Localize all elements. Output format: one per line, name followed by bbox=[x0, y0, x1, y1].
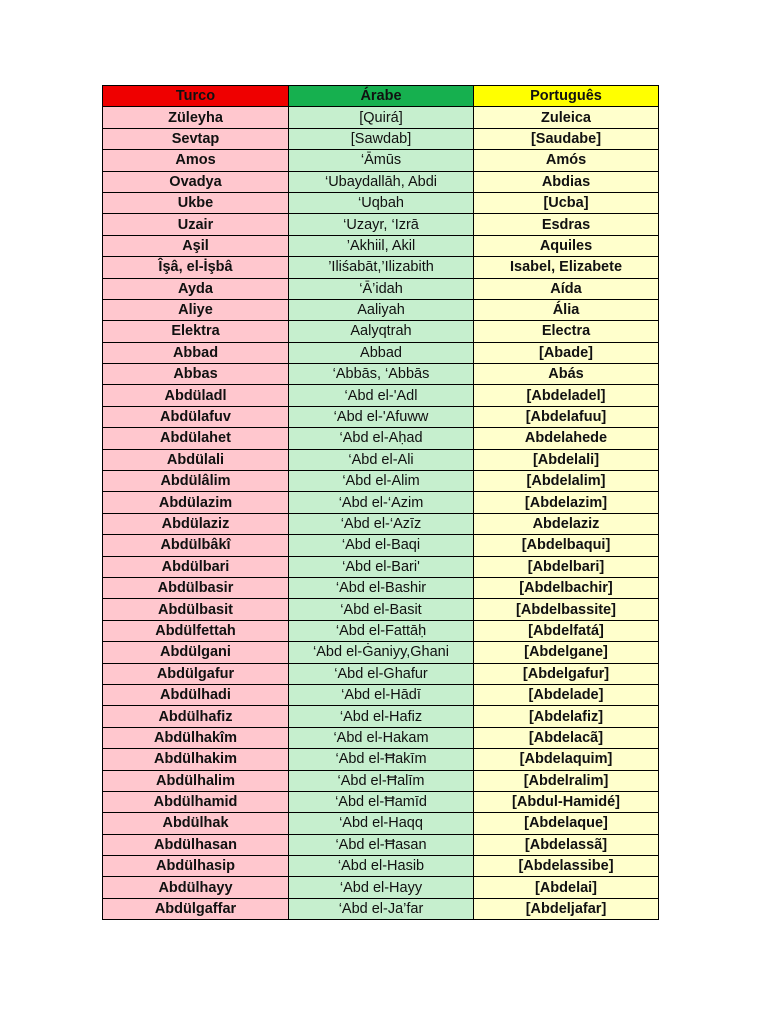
cell-portugues[interactable]: [Saudabe] bbox=[474, 128, 659, 149]
cell-portugues[interactable]: [Abdelalim] bbox=[474, 471, 659, 492]
table-row bbox=[103, 513, 659, 534]
cell-arabe[interactable]: ‘Abd el-Haqq bbox=[289, 813, 474, 834]
table-row bbox=[103, 171, 659, 192]
cell-portugues[interactable]: [Abdelassibe] bbox=[474, 856, 659, 877]
table-row bbox=[103, 278, 659, 299]
cell-portugues[interactable]: Abdelahede bbox=[474, 428, 659, 449]
cell-portugues[interactable]: [Abdelazim] bbox=[474, 492, 659, 513]
cell-portugues[interactable]: [Abdelgane] bbox=[474, 642, 659, 663]
table-row bbox=[103, 128, 659, 149]
cell-turco[interactable]: Îşâ, el-İşbâ bbox=[103, 257, 289, 278]
cell-portugues[interactable]: [Abdelai] bbox=[474, 877, 659, 898]
cell-turco[interactable]: Abbad bbox=[103, 342, 289, 363]
table-row bbox=[103, 492, 659, 513]
cell-turco[interactable]: Abdülbasir bbox=[103, 577, 289, 598]
table-row bbox=[103, 834, 659, 855]
cell-portugues[interactable]: Zuleica bbox=[474, 107, 659, 128]
cell-turco[interactable]: Abdülhadi bbox=[103, 684, 289, 705]
cell-turco[interactable]: Abdülbâkî bbox=[103, 535, 289, 556]
cell-portugues[interactable]: [Abdul-Hamidé] bbox=[474, 791, 659, 812]
cell-arabe[interactable]: ‘Abd el-Hasib bbox=[289, 856, 474, 877]
cell-arabe[interactable]: ‘Abd el-Baqi bbox=[289, 535, 474, 556]
cell-arabe[interactable]: ’Iliśabāt,’Ilizabith bbox=[289, 257, 474, 278]
table-row bbox=[103, 449, 659, 470]
cell-arabe[interactable]: ‘Abd el-Hayy bbox=[289, 877, 474, 898]
cell-arabe[interactable]: ‘Abd el-Ġaniyy,Ghani bbox=[289, 642, 474, 663]
table-row bbox=[103, 150, 659, 171]
cell-turco[interactable]: Abdülâlim bbox=[103, 471, 289, 492]
cell-arabe[interactable]: ‘Āmūs bbox=[289, 150, 474, 171]
table-row bbox=[103, 749, 659, 770]
table-row bbox=[103, 620, 659, 641]
cell-arabe[interactable]: ‘Abd el-Ghafur bbox=[289, 663, 474, 684]
cell-arabe[interactable]: ‘Abd el-Ħakīm bbox=[289, 749, 474, 770]
table-row bbox=[103, 813, 659, 834]
cell-portugues[interactable]: [Abdelade] bbox=[474, 684, 659, 705]
table-row bbox=[103, 235, 659, 256]
cell-portugues[interactable]: Abdias bbox=[474, 171, 659, 192]
cell-turco[interactable]: Abdülhasan bbox=[103, 834, 289, 855]
cell-portugues[interactable]: Aquiles bbox=[474, 235, 659, 256]
table-row bbox=[103, 321, 659, 342]
header-row bbox=[103, 86, 659, 107]
table-row bbox=[103, 684, 659, 705]
cell-arabe[interactable]: ‘Abbās, ‘Abbās bbox=[289, 364, 474, 385]
cell-portugues[interactable]: [Abdelbachir] bbox=[474, 577, 659, 598]
cell-arabe[interactable]: [Sawdab] bbox=[289, 128, 474, 149]
cell-turco[interactable]: Abdülhayy bbox=[103, 877, 289, 898]
cell-turco[interactable]: Abdülhamid bbox=[103, 791, 289, 812]
table-row bbox=[103, 727, 659, 748]
cell-portugues[interactable]: [Abdelafiz] bbox=[474, 706, 659, 727]
cell-turco[interactable]: Amos bbox=[103, 150, 289, 171]
cell-arabe[interactable]: ‘Abd el-Basit bbox=[289, 599, 474, 620]
cell-arabe[interactable]: ‘Uqbah bbox=[289, 192, 474, 213]
table-row bbox=[103, 770, 659, 791]
table-row bbox=[103, 856, 659, 877]
cell-portugues[interactable]: Abdelaziz bbox=[474, 513, 659, 534]
cell-arabe[interactable]: ‘Abd el-'Afuww bbox=[289, 406, 474, 427]
cell-turco[interactable]: Ovadya bbox=[103, 171, 289, 192]
cell-portugues[interactable]: [Abdelbari] bbox=[474, 556, 659, 577]
cell-turco[interactable]: Aliye bbox=[103, 299, 289, 320]
cell-arabe[interactable]: ‘Ā’idah bbox=[289, 278, 474, 299]
cell-portugues[interactable]: [Abade] bbox=[474, 342, 659, 363]
cell-portugues[interactable]: [Abdelbaqui] bbox=[474, 535, 659, 556]
cell-portugues[interactable]: [Abdeljafar] bbox=[474, 898, 659, 919]
table-row bbox=[103, 428, 659, 449]
cell-turco[interactable]: Abdülhafiz bbox=[103, 706, 289, 727]
cell-turco[interactable]: Abdülaziz bbox=[103, 513, 289, 534]
table-row bbox=[103, 535, 659, 556]
cell-portugues[interactable]: [Abdelassã] bbox=[474, 834, 659, 855]
cell-turco[interactable]: Ayda bbox=[103, 278, 289, 299]
names-table bbox=[102, 85, 659, 920]
cell-turco[interactable]: Abdülfettah bbox=[103, 620, 289, 641]
cell-turco[interactable]: Ukbe bbox=[103, 192, 289, 213]
table-row bbox=[103, 406, 659, 427]
cell-portugues[interactable]: [Abdelafuu] bbox=[474, 406, 659, 427]
header-portugues[interactable]: Português bbox=[474, 86, 659, 107]
cell-arabe[interactable]: ‘Abd el-Aḥad bbox=[289, 428, 474, 449]
cell-arabe[interactable]: ‘Abd el-‘Azim bbox=[289, 492, 474, 513]
cell-arabe[interactable]: ‘Abd el-Ħasan bbox=[289, 834, 474, 855]
cell-arabe[interactable]: ‘Abd el-Alim bbox=[289, 471, 474, 492]
cell-arabe[interactable]: ‘Abd el-Bari' bbox=[289, 556, 474, 577]
cell-turco[interactable]: Abdülgaffar bbox=[103, 898, 289, 919]
cell-turco[interactable]: Elektra bbox=[103, 321, 289, 342]
table-row bbox=[103, 385, 659, 406]
cell-arabe[interactable]: ’Akhiil, Akil bbox=[289, 235, 474, 256]
cell-turco[interactable]: Abbas bbox=[103, 364, 289, 385]
table-row bbox=[103, 599, 659, 620]
cell-arabe[interactable]: ‘Abd el-‘Azīz bbox=[289, 513, 474, 534]
table-row bbox=[103, 898, 659, 919]
table-body bbox=[103, 107, 659, 920]
table-row bbox=[103, 577, 659, 598]
table-row bbox=[103, 642, 659, 663]
cell-arabe[interactable]: ‘Abd el-Bashir bbox=[289, 577, 474, 598]
cell-portugues[interactable]: [Abdelaquim] bbox=[474, 749, 659, 770]
cell-arabe[interactable]: Aalyqtrah bbox=[289, 321, 474, 342]
table-row bbox=[103, 791, 659, 812]
cell-arabe[interactable]: ‘Abd el-Hafiz bbox=[289, 706, 474, 727]
cell-turco[interactable]: Abdülbasit bbox=[103, 599, 289, 620]
cell-turco[interactable]: Abdülali bbox=[103, 449, 289, 470]
table-row bbox=[103, 556, 659, 577]
cell-turco[interactable]: Abdülhasip bbox=[103, 856, 289, 877]
header-arabe[interactable]: Árabe bbox=[289, 86, 474, 107]
cell-turco[interactable]: Abdülgafur bbox=[103, 663, 289, 684]
table-row bbox=[103, 299, 659, 320]
cell-turco[interactable]: Abdülhalim bbox=[103, 770, 289, 791]
cell-arabe[interactable]: ‘Abd el-Fattāḥ bbox=[289, 620, 474, 641]
cell-turco[interactable]: Abdülahet bbox=[103, 428, 289, 449]
cell-turco[interactable]: Abdülhakîm bbox=[103, 727, 289, 748]
cell-turco[interactable]: Abdülbari bbox=[103, 556, 289, 577]
cell-portugues[interactable]: [Abdelfatá] bbox=[474, 620, 659, 641]
table-row bbox=[103, 471, 659, 492]
table-row bbox=[103, 107, 659, 128]
table-row bbox=[103, 342, 659, 363]
cell-portugues[interactable]: [Abdelaque] bbox=[474, 813, 659, 834]
cell-portugues[interactable]: Esdras bbox=[474, 214, 659, 235]
table-row bbox=[103, 877, 659, 898]
cell-turco[interactable]: Abdülazim bbox=[103, 492, 289, 513]
header-turco[interactable]: Turco bbox=[103, 86, 289, 107]
cell-turco[interactable]: Sevtap bbox=[103, 128, 289, 149]
cell-arabe[interactable]: [Quirá] bbox=[289, 107, 474, 128]
cell-turco[interactable]: Abdülhak bbox=[103, 813, 289, 834]
cell-arabe[interactable]: ‘Abd el-Ħamīd bbox=[289, 791, 474, 812]
cell-arabe[interactable]: Abbad bbox=[289, 342, 474, 363]
cell-portugues[interactable]: Ália bbox=[474, 299, 659, 320]
cell-arabe[interactable]: Aaliyah bbox=[289, 299, 474, 320]
cell-arabe[interactable]: ‘Abd el-Ali bbox=[289, 449, 474, 470]
cell-arabe[interactable]: ‘Abd el-'Adl bbox=[289, 385, 474, 406]
table-row bbox=[103, 364, 659, 385]
table-row bbox=[103, 214, 659, 235]
cell-portugues[interactable]: [Abdelacã] bbox=[474, 727, 659, 748]
cell-turco[interactable]: Abdülgani bbox=[103, 642, 289, 663]
cell-portugues[interactable]: [Abdelali] bbox=[474, 449, 659, 470]
cell-portugues[interactable]: [Ucba] bbox=[474, 192, 659, 213]
table-row bbox=[103, 706, 659, 727]
cell-turco[interactable]: Aşil bbox=[103, 235, 289, 256]
cell-portugues[interactable]: [Abdeladel] bbox=[474, 385, 659, 406]
cell-turco[interactable]: Abdülafuv bbox=[103, 406, 289, 427]
table-row bbox=[103, 257, 659, 278]
cell-turco[interactable]: Abdülhakim bbox=[103, 749, 289, 770]
cell-turco[interactable]: Uzair bbox=[103, 214, 289, 235]
cell-portugues[interactable]: Abás bbox=[474, 364, 659, 385]
cell-portugues[interactable]: Isabel, Elizabete bbox=[474, 257, 659, 278]
cell-turco[interactable]: Züleyha bbox=[103, 107, 289, 128]
cell-arabe[interactable]: ‘Ubaydallāh, Abdi bbox=[289, 171, 474, 192]
cell-portugues[interactable]: [Abdelbassite] bbox=[474, 599, 659, 620]
cell-arabe[interactable]: ‘Abd el-Ja’far bbox=[289, 898, 474, 919]
cell-turco[interactable]: Abdüladl bbox=[103, 385, 289, 406]
cell-arabe[interactable]: ‘Abd el-Ħalīm bbox=[289, 770, 474, 791]
cell-portugues[interactable]: Electra bbox=[474, 321, 659, 342]
cell-arabe[interactable]: ‘Uzayr, ‘Izrā bbox=[289, 214, 474, 235]
cell-portugues[interactable]: Amós bbox=[474, 150, 659, 171]
cell-portugues[interactable]: [Abdelralim] bbox=[474, 770, 659, 791]
cell-arabe[interactable]: ‘Abd el-Hādī bbox=[289, 684, 474, 705]
table-row bbox=[103, 663, 659, 684]
cell-portugues[interactable]: [Abdelgafur] bbox=[474, 663, 659, 684]
cell-portugues[interactable]: Aída bbox=[474, 278, 659, 299]
table-row bbox=[103, 192, 659, 213]
cell-arabe[interactable]: ‘Abd el-Hakam bbox=[289, 727, 474, 748]
